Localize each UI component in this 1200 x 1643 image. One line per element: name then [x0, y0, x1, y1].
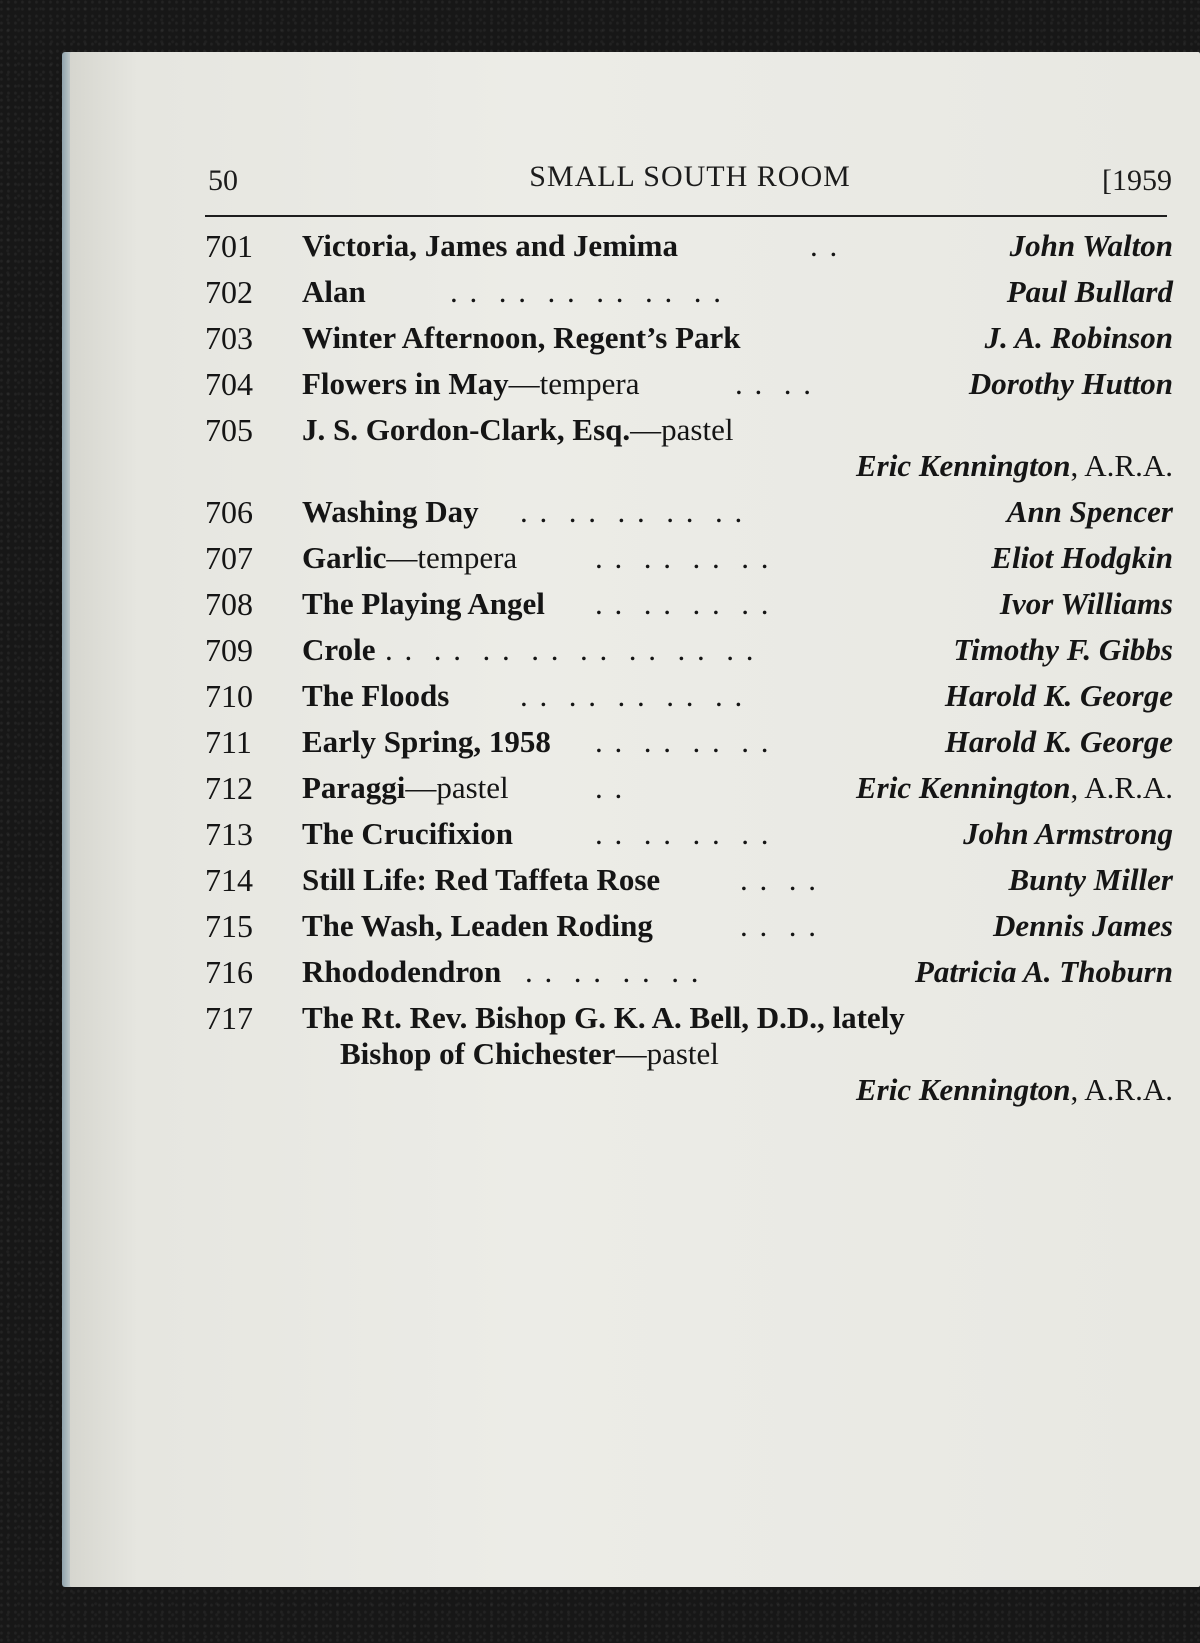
entry-number: 717	[205, 1000, 253, 1036]
entry-title: Rhododendron	[302, 954, 502, 989]
entry-honour: , A.R.A.	[1070, 448, 1173, 483]
leader-dots: . . . . . . . .	[595, 816, 771, 851]
entry-number: 706	[205, 494, 253, 530]
header-rule	[205, 215, 1167, 217]
catalogue-entry	[205, 228, 1173, 272]
entry-artist: Eric Kennington	[856, 448, 1071, 483]
entry-title: Crole	[302, 632, 376, 667]
entry-title: The Playing Angel	[302, 586, 545, 621]
room-title: SMALL SOUTH ROOM	[529, 160, 851, 193]
entry-artist: Eric Kennington	[856, 1072, 1071, 1107]
entry-title-line	[302, 412, 733, 448]
entry-number: 704	[205, 366, 253, 402]
entry-honour: , A.R.A.	[1070, 1072, 1173, 1107]
entry-number: 708	[205, 586, 253, 622]
leader-dots: . . . . . . . . . .	[520, 494, 745, 529]
entry-title-line	[302, 540, 517, 576]
leader-dots: . . . . . . . .	[525, 954, 701, 989]
entry-title: Still Life: Red Taffeta Rose	[302, 862, 661, 897]
entry-artist: Paul Bullard	[1006, 274, 1173, 309]
catalogue-entry	[205, 1000, 1173, 1116]
entry-number: 710	[205, 678, 253, 714]
entry-number: 715	[205, 908, 253, 944]
entry-medium: —pastel	[405, 770, 509, 805]
catalogue-entry	[205, 540, 1173, 584]
entry-artist: Dorothy Hutton	[968, 366, 1173, 401]
entry-title-continuation: Bishop of Chichester	[340, 1036, 616, 1071]
entry-number: 707	[205, 540, 253, 576]
entry-medium: —pastel	[630, 412, 734, 447]
catalogue-entry	[205, 586, 1173, 630]
leader-dots: . . . .	[740, 862, 818, 897]
entry-medium: —tempera	[508, 366, 640, 401]
entry-number: 713	[205, 816, 253, 852]
entry-number: 712	[205, 770, 253, 806]
show-through-text	[210, 1120, 1160, 1400]
catalogue-entry	[205, 954, 1173, 998]
leader-dots: . . . .	[740, 908, 818, 943]
catalogue-entry	[205, 412, 1173, 492]
leader-dots: . . . . . . . .	[595, 540, 771, 575]
leader-dots: . . . . . . . .	[595, 586, 771, 621]
entry-number: 703	[205, 320, 253, 356]
entry-title: Victoria, James and Jemima	[302, 228, 678, 263]
page-number: 50	[208, 164, 238, 197]
entry-artist: Harold K. George	[944, 678, 1173, 713]
entry-title: Garlic	[302, 540, 387, 575]
catalogue-entry	[205, 724, 1173, 768]
entry-title: Early Spring, 1958	[302, 724, 551, 759]
entry-artist-line	[856, 448, 1173, 484]
leader-dots: . . . .	[735, 366, 813, 401]
entry-artist: Harold K. George	[944, 724, 1173, 759]
entry-artist: Bunty Miller	[1008, 862, 1173, 897]
catalogue-entry	[205, 816, 1173, 860]
entry-artist-line	[856, 1072, 1173, 1108]
entry-honour: , A.R.A.	[1070, 770, 1173, 805]
leader-dots: . .	[595, 770, 625, 805]
entry-title: Flowers in May	[302, 366, 509, 401]
leader-dots: . .	[810, 228, 840, 263]
entry-number: 709	[205, 632, 253, 668]
entry-title: The Rt. Rev. Bishop G. K. A. Bell, D.D., lately	[302, 1000, 905, 1035]
entry-artist: J. A. Robinson	[984, 320, 1173, 355]
entry-title: J. S. Gordon-Clark, Esq.	[302, 412, 631, 447]
entry-number: 716	[205, 954, 253, 990]
catalogue-entry	[205, 494, 1173, 538]
entry-number: 711	[205, 724, 252, 760]
catalogue-entry	[205, 366, 1173, 410]
entry-medium: —pastel	[615, 1036, 719, 1071]
entry-title-line	[302, 770, 509, 806]
entry-medium: —tempera	[386, 540, 518, 575]
entry-artist: Dennis James	[993, 908, 1173, 943]
entry-title: Alan	[302, 274, 366, 309]
entry-title: The Wash, Leaden Roding	[302, 908, 653, 943]
catalogue-entry	[205, 770, 1173, 814]
entry-artist-line	[856, 770, 1173, 806]
entry-artist: Eric Kennington	[856, 770, 1071, 805]
entry-number: 702	[205, 274, 253, 310]
entry-artist: Ann Spencer	[1006, 494, 1173, 529]
catalogue-entry	[205, 908, 1173, 952]
entry-title: Washing Day	[302, 494, 479, 529]
leader-dots: . . . . . . . . . . . .	[450, 274, 723, 309]
entry-artist: John Walton	[1009, 228, 1173, 263]
entry-title: The Crucifixion	[302, 816, 513, 851]
catalogue-entry	[205, 678, 1173, 722]
entry-title: The Floods	[302, 678, 450, 713]
catalogue-entry	[205, 632, 1173, 676]
year: [1959	[1102, 164, 1172, 197]
entry-number: 705	[205, 412, 253, 448]
running-head	[208, 160, 1172, 200]
entry-artist: Patricia A. Thoburn	[914, 954, 1173, 989]
catalogue-entry	[205, 274, 1173, 318]
leader-dots: . . . . . . . .	[595, 724, 771, 759]
leader-dots: . . . . . . . . . .	[520, 678, 745, 713]
entry-artist: Timothy F. Gibbs	[953, 632, 1173, 667]
entry-title-continuation-line	[340, 1036, 719, 1072]
entry-artist: Eliot Hodgkin	[991, 540, 1173, 575]
catalogue-entry	[205, 320, 1173, 364]
catalogue-entry	[205, 862, 1173, 906]
entry-artist: John Armstrong	[963, 816, 1173, 851]
entry-number: 701	[205, 228, 253, 264]
entry-number: 714	[205, 862, 253, 898]
entry-title: Winter Afternoon, Regent’s Park	[302, 320, 741, 355]
entry-artist: Ivor Williams	[999, 586, 1173, 621]
entry-title: Paraggi	[302, 770, 406, 805]
leader-dots: . . . . . . . . . . . . . . . .	[385, 632, 756, 667]
entry-title-line	[302, 366, 639, 402]
